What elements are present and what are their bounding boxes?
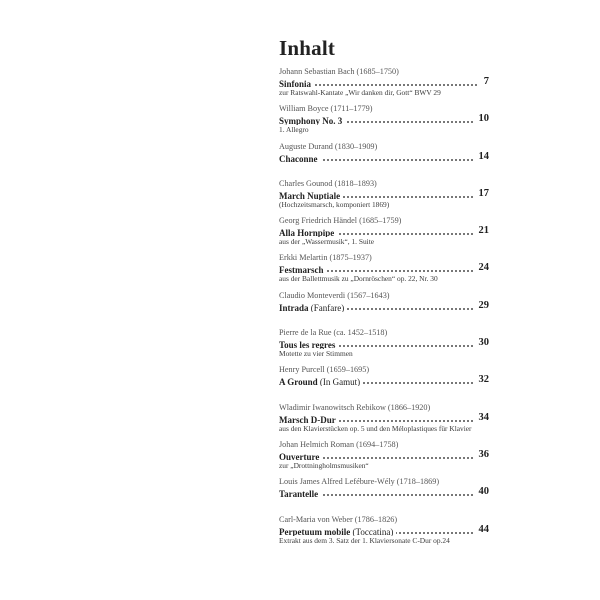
toc-entry — [279, 104, 489, 141]
toc-row — [279, 338, 489, 349]
work-note: zur „Drottningholmsmusiken“ — [279, 460, 369, 470]
work-subtitle: (Fanfare) — [310, 302, 345, 312]
work-title — [279, 228, 337, 237]
work-title — [279, 116, 345, 125]
work-title-text: Sinfonia — [279, 79, 312, 88]
toc-row — [279, 114, 489, 125]
composer-name: Henry Purcell (1659–1695) — [279, 365, 370, 375]
page-number: 24 — [474, 263, 490, 273]
work-title-text: A Ground — [279, 377, 318, 387]
composer-name: Louis James Alfred Lefébure-Wély (1718–1869) — [279, 477, 440, 487]
page-number: 17 — [474, 189, 490, 199]
work-title — [279, 265, 327, 274]
toc-row — [279, 301, 489, 312]
work-note: 1. Allegro — [279, 125, 309, 135]
composer-name: Auguste Durand (1830–1909) — [279, 141, 378, 151]
composer-name: Johan Helmich Roman (1694–1758) — [279, 439, 399, 449]
work-note: aus der Ballettmusik zu „Dornröschen“ op. 22, Nr. 30 — [279, 274, 438, 284]
page-number: 7 — [479, 77, 489, 87]
toc-entry — [279, 179, 489, 216]
work-note: (Hochzeitsmarsch, komponiert 1869) — [279, 199, 390, 209]
page-number: 40 — [474, 487, 490, 497]
toc-row — [279, 77, 489, 88]
toc-entry — [279, 142, 489, 179]
page-number: 32 — [474, 375, 490, 385]
toc-entry — [279, 67, 489, 104]
page-title: Inhalt — [279, 36, 336, 60]
toc-entry — [279, 291, 489, 328]
composer-name: Georg Friedrich Händel (1685–1759) — [279, 216, 402, 226]
work-title — [279, 303, 347, 312]
work-note: zur Ratswahl-Kantate „Wir danken dir, Gott“ BWV 29 — [279, 88, 441, 97]
toc-row — [279, 375, 489, 386]
work-note: Motette zu vier Stimmen — [279, 349, 353, 359]
toc-row — [279, 152, 489, 163]
work-subtitle: (Toccatina) — [352, 526, 394, 536]
page-number: 30 — [474, 338, 490, 348]
work-title-text: Alla Hornpipe — [279, 228, 335, 238]
toc-entry — [279, 515, 489, 552]
table-of-contents — [279, 67, 489, 552]
toc-entry — [279, 365, 489, 402]
toc-row — [279, 450, 489, 461]
toc-row — [279, 226, 489, 237]
work-title — [279, 489, 321, 498]
toc-entry — [279, 328, 489, 365]
page-number: 21 — [474, 226, 490, 236]
work-title-text: Tous les regres — [279, 340, 336, 350]
composer-name: Charles Gounod (1818–1893) — [279, 178, 377, 188]
toc-entry — [279, 440, 489, 477]
page-number: 36 — [474, 450, 490, 460]
work-title-text: Symphony No. 3 — [279, 116, 343, 126]
work-title-text: Intrada — [279, 302, 309, 312]
work-subtitle: (In Gamut) — [319, 377, 361, 387]
work-title — [279, 452, 322, 461]
work-title — [279, 79, 314, 88]
composer-name: Johann Sebastian Bach (1685–1750) — [279, 67, 399, 76]
page-number: 34 — [474, 413, 490, 423]
work-title-text: Ouverture — [279, 451, 320, 461]
work-title — [279, 340, 338, 349]
composer-name: Pierre de la Rue (ca. 1452–1518) — [279, 328, 388, 338]
work-title-text: Chaconne — [279, 153, 318, 163]
work-title — [279, 191, 343, 200]
toc-row — [279, 263, 489, 274]
composer-name: Claudio Monteverdi (1567–1643) — [279, 290, 390, 300]
toc-row — [279, 413, 489, 424]
composer-name: William Boyce (1711–1779) — [279, 104, 373, 114]
work-note: aus den Klavierstücken op. 5 und den Méloplastiques für Klavier — [279, 423, 472, 433]
page-number: 29 — [474, 301, 490, 311]
composer-name: Erkki Melartin (1875–1937) — [279, 253, 372, 263]
work-title-text: Tarantelle — [279, 489, 319, 499]
toc-row — [279, 525, 489, 536]
page-number: 14 — [474, 152, 490, 162]
work-title — [279, 377, 363, 386]
composer-name: Carl-Maria von Weber (1786–1826) — [279, 514, 398, 524]
toc-entry — [279, 403, 489, 440]
work-title-text: March Nuptiale — [279, 190, 341, 200]
toc-entry — [279, 253, 489, 290]
work-title-text: Marsch D-Dur — [279, 414, 336, 424]
work-title — [279, 154, 321, 163]
composer-name: Wladimir Iwanowitsch Rebikow (1866–1920) — [279, 402, 431, 412]
work-note: aus der „Wassermusik“, 1. Suite — [279, 237, 375, 247]
toc-entry — [279, 477, 489, 514]
page-number: 44 — [474, 525, 490, 535]
work-title — [279, 415, 339, 424]
page-number: 10 — [474, 114, 490, 124]
work-title-text: Festmarsch — [279, 265, 324, 275]
work-note: Extrakt aus dem 3. Satz der 1. Klaviersonate C-Dur op.24 — [279, 535, 450, 545]
work-title — [279, 527, 396, 536]
toc-row — [279, 189, 489, 200]
work-title-text: Perpetuum mobile — [279, 526, 351, 536]
toc-row — [279, 487, 489, 498]
toc-entry — [279, 216, 489, 253]
